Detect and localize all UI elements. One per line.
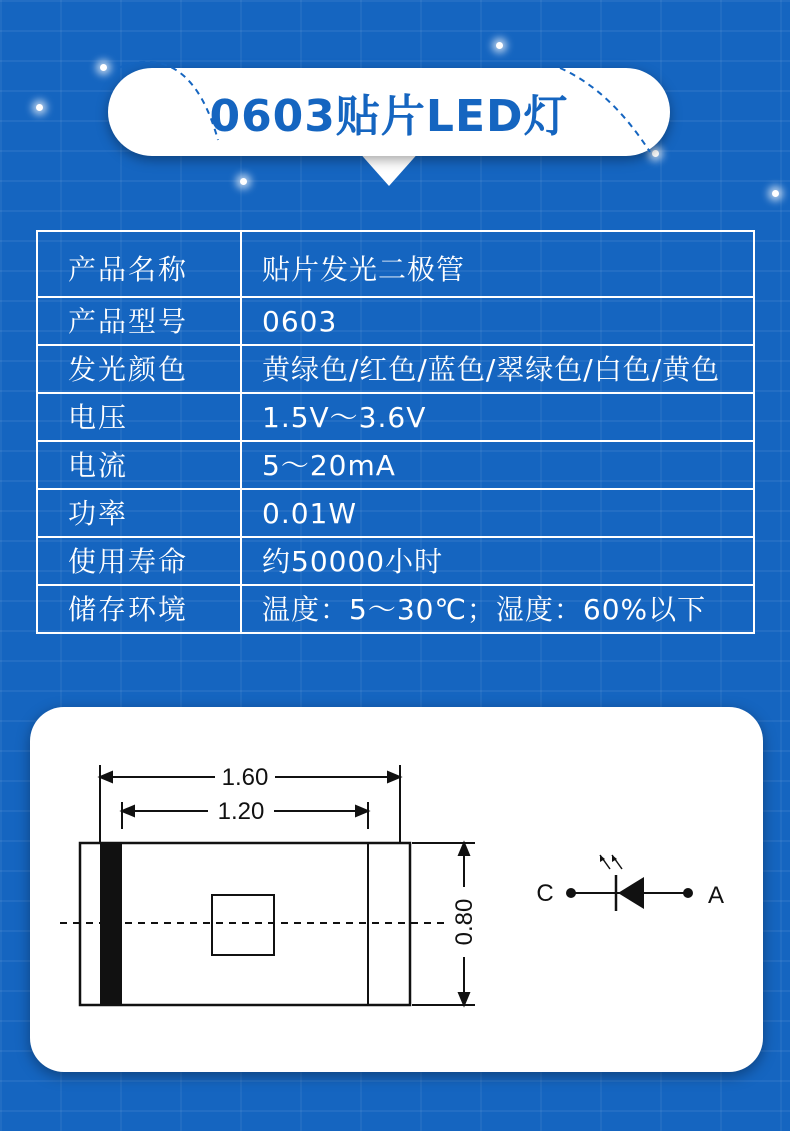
spec-label: 发光颜色 [37,345,241,393]
dim-label-length: 1.60 [221,764,269,791]
anode-label: A [707,882,725,909]
sparkle [36,104,43,111]
spec-label: 产品名称 [37,231,241,297]
spec-value: 1.5V～3.6V [241,393,754,441]
arrow-icon [356,806,368,816]
arrow-icon [459,993,469,1005]
spec-label: 使用寿命 [37,537,241,585]
spec-row [37,297,754,345]
spec-value: 黄绿色/红色/蓝色/翠绿色/白色/黄色 [241,345,754,393]
spec-row [37,345,754,393]
page-title: 0603贴片LED灯 [209,91,569,142]
spec-value: 温度：5～30℃；湿度：60%以下 [241,585,754,633]
led-symbol-icon [566,855,693,911]
chip-die [212,895,274,955]
spec-table [36,230,755,634]
spec-value: 0603 [241,297,754,345]
spec-row [37,231,754,297]
spec-label: 储存环境 [37,585,241,633]
spec-row [37,537,754,585]
arrow-icon [388,772,400,782]
arrow-icon [459,843,469,855]
arrow-icon [100,772,112,782]
dimension-drawing [30,707,763,1072]
spec-value: 约50000小时 [241,537,754,585]
spec-value: 贴片发光二极管 [241,231,754,297]
sparkle [496,42,503,49]
sparkle [240,178,247,185]
dim-label-width: 0.80 [451,898,478,946]
sparkle [772,190,779,197]
sparkle [100,64,107,71]
spec-row [37,585,754,633]
spec-value: 0.01W [241,489,754,537]
dimension-diagram-card [30,707,763,1072]
spec-label: 功率 [37,489,241,537]
spec-row [37,489,754,537]
spec-label: 电压 [37,393,241,441]
spec-value: 5～20mA [241,441,754,489]
arrow-icon [122,806,134,816]
cathode-label: C [536,880,554,907]
spec-row [37,441,754,489]
spec-label: 产品型号 [37,297,241,345]
spec-row [37,393,754,441]
dim-label-inner: 1.20 [217,798,265,825]
spec-label: 电流 [37,441,241,489]
